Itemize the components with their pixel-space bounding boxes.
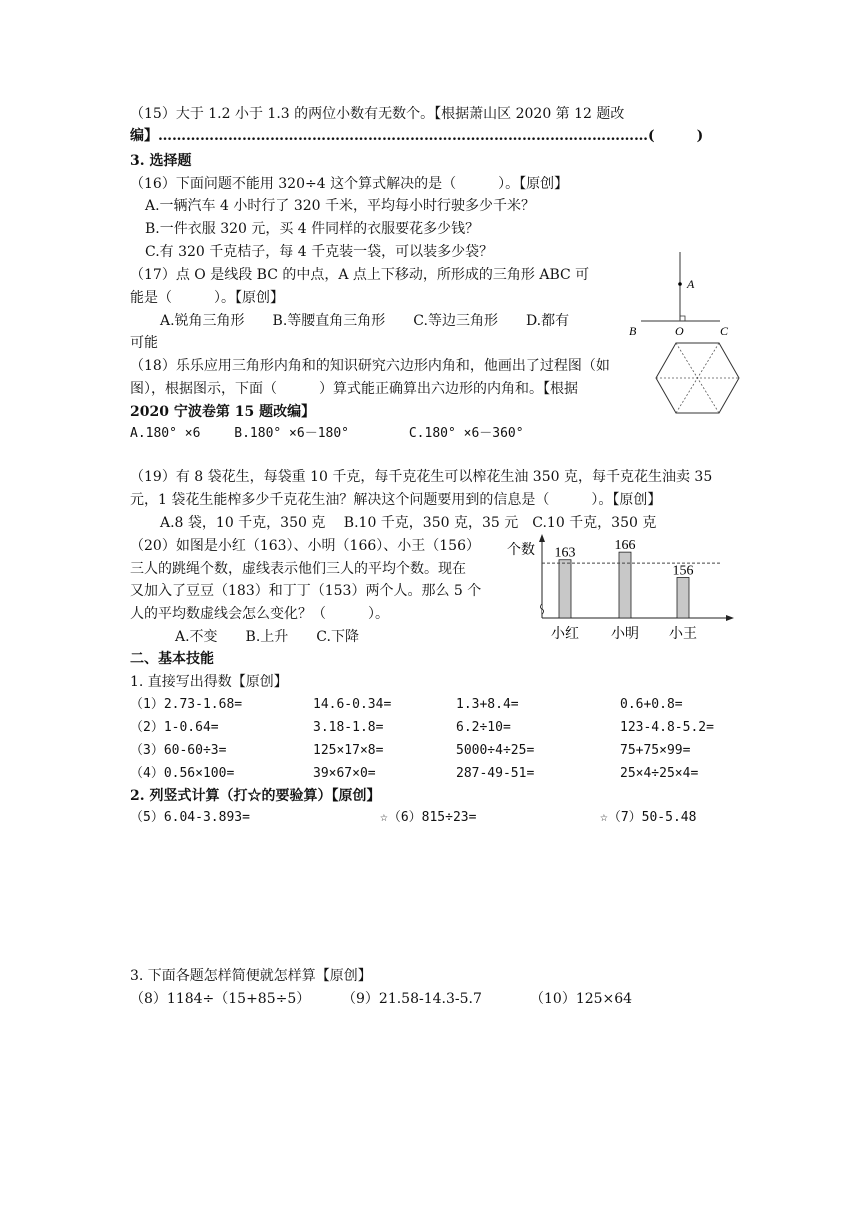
- bar-2: [677, 577, 689, 618]
- category-label: 小明: [611, 627, 639, 642]
- q18-line1: （18）乐乐应用三角形内角和的知识研究六边形内角和，他画出了过程图（如: [130, 358, 610, 374]
- s1-title: 1. 直接写出得数【原创】: [130, 674, 288, 690]
- chart-ylabel: 个数: [507, 543, 535, 558]
- q18-line2: 图），根据图示，下面（ ）算式能正确算出六边形的内角和。【根据: [130, 381, 578, 397]
- calc-cell: （1）2.73-1.68=: [130, 697, 243, 712]
- bar-1: [619, 552, 631, 618]
- q20-line3: 又加入了豆豆（183）和丁丁（153）两个人。那么 5 个: [130, 583, 482, 599]
- label-c: C: [720, 324, 729, 338]
- q20-options: A.不变 B.上升 C.下降: [175, 629, 359, 645]
- q17-line4: 可能: [130, 335, 158, 351]
- q19-options: A.8 袋，10 千克，350 克 B.10 千克，350 克，35 元 C.10 千克，350 克: [160, 515, 657, 531]
- calc-cell: （2）1-0.64=: [130, 720, 219, 735]
- s3-item-10: （10）125×64: [530, 991, 633, 1007]
- q16-option-c: C.有 320 千克桔子，每 4 千克装一袋，可以装多少袋？: [145, 244, 494, 260]
- calc-cell: 14.6-0.34=: [313, 697, 392, 712]
- q19-line2: 元，1 袋花生能榨多少千克花生油？解决这个问题要用到的信息是（ ）。【原创】: [130, 492, 662, 508]
- category-label: 小红: [551, 627, 579, 642]
- q15-line2: 编】……………………………………………………………………………………………( ): [130, 128, 704, 144]
- q16-stem: （16）下面问题不能用 320÷4 这个算式解决的是（ ）。【原创】: [130, 176, 569, 192]
- q16-option-a: A.一辆汽车 4 小时行了 320 千米，平均每小时行驶多少千米？: [145, 198, 535, 214]
- calc-cell: 75+75×99=: [620, 743, 691, 758]
- s3-item-9: （9）21.58-14.3-5.7: [342, 991, 482, 1007]
- s2-title: 2. 列竖式计算（打☆的要验算）【原创】: [130, 788, 381, 804]
- section-3-title: 3. 选择题: [130, 153, 192, 169]
- calc-cell: 123-4.8-5.2=: [620, 720, 714, 735]
- q16-option-b: B.一件衣服 320 元，买 4 件同样的衣服要花多少钱？: [145, 221, 480, 237]
- s2-item-7: ☆（7）50-5.48: [600, 810, 697, 825]
- label-b: B: [629, 324, 637, 338]
- calc-cell: 5000÷4÷25=: [456, 743, 535, 758]
- q18-line3: 2020 宁波卷第 15 题改编】: [130, 404, 316, 420]
- calc-cell: 1.3+8.4=: [456, 697, 519, 712]
- q17-options: A.锐角三角形 B.等腰直角三角形 C.等边三角形 D.都有: [160, 313, 570, 329]
- calc-cell: 0.6+0.8=: [620, 697, 683, 712]
- s2-item-5: （5）6.04-3.893=: [130, 810, 250, 825]
- calc-cell: 3.18-1.8=: [313, 720, 384, 735]
- calc-cell: 25×4÷25×4=: [620, 766, 699, 781]
- s2-item-6: ☆（6）815÷23=: [380, 810, 477, 825]
- bar-value-label: 156: [672, 563, 694, 579]
- q15-line1: （15）大于 1.2 小于 1.3 的两位小数有无数个。【根据萧山区 2020 第 12 题改: [130, 106, 625, 122]
- q20-line4: 人的平均数虚线会怎么变化？（ ）。: [130, 606, 389, 622]
- section-two-title: 二、基本技能: [130, 651, 214, 667]
- calc-cell: 287-49-51=: [456, 766, 535, 781]
- q18-options: A.180° ×6 B.180° ×6－180° C.180° ×6－360°: [130, 426, 524, 441]
- bar-0: [559, 560, 571, 618]
- calc-cell: 39×67×0=: [313, 766, 376, 781]
- jump-rope-chart: [505, 530, 737, 645]
- label-o: O: [675, 324, 684, 338]
- s3-item-8: （8）1184÷（15+85÷5）: [130, 991, 311, 1007]
- bar-value-label: 163: [554, 545, 576, 561]
- q17-line2: 能是（ ）。【原创】: [130, 290, 284, 306]
- hexagon-figure: [655, 342, 740, 414]
- calc-cell: 6.2÷10=: [456, 720, 511, 735]
- q17-line1: （17）点 O 是线段 BC 的中点，A 点上下移动，所形成的三角形 ABC 可: [130, 267, 590, 283]
- category-label: 小王: [669, 627, 697, 642]
- q17-figure: [625, 250, 735, 340]
- q19-line1: （19）有 8 袋花生，每袋重 10 千克，每千克花生可以榨花生油 350 克，每千克花生油卖 35: [130, 469, 713, 485]
- calc-cell: （3）60-60÷3=: [130, 743, 227, 758]
- calc-cell: 125×17×8=: [313, 743, 384, 758]
- calc-cell: （4）0.56×100=: [130, 766, 235, 781]
- q20-line2: 三人的跳绳个数，虚线表示他们三人的平均个数。现在: [130, 561, 466, 577]
- s3-title: 3. 下面各题怎样简便就怎样算【原创】: [130, 968, 372, 984]
- label-a: A: [687, 277, 695, 291]
- q20-line1: （20）如图是小红（163）、小明（166）、小王（156）: [130, 538, 480, 554]
- bar-value-label: 166: [614, 538, 636, 554]
